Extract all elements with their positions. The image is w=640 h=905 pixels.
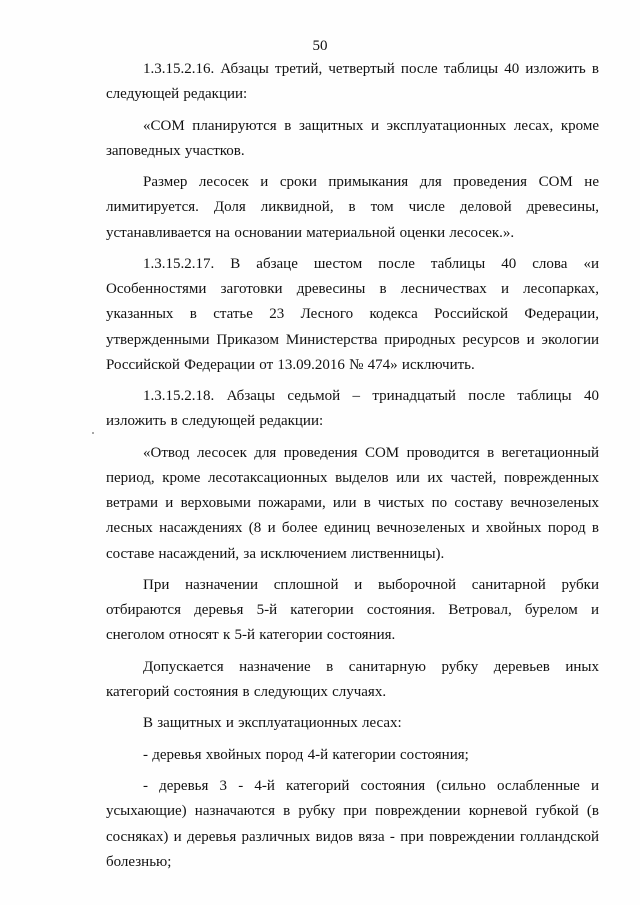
paragraph-1-3-15-2-17: 1.3.15.2.17. В абзаце шестом после таблицы 40 слова «и Особенностями заготовки древесины в лесничествах и лесопарках, указанных в статье 23 Лесного кодекса Российской Федерации, утвержденными Приказом Министерства природных ресурсов и экологии Российской Федерации от 13.09.2016 № 474» исключить.	[106, 255, 599, 373]
document-body	[106, 57, 599, 881]
paragraph-sanitary-felling: При назначении сплошной и выборочной санитарной рубки отбираются деревья 5-й категории состояния. Ветровал, бурелом и снеголом относят к 5-й категории состояния.	[106, 576, 599, 644]
paragraph-other-categories: Допускается назначение в санитарную рубку деревьев иных категорий состояния в следующих случаях.	[106, 658, 599, 700]
paragraph-protective-forests: В защитных и эксплуатационных лесах:	[143, 715, 402, 732]
list-item-conifers: - деревья хвойных пород 4-й категории состояния;	[143, 746, 469, 763]
paragraph-som-planning: «СОМ планируются в защитных и эксплуатационных лесах, кроме заповедных участков.	[106, 117, 599, 159]
paragraph-1-3-15-2-16: 1.3.15.2.16. Абзацы третий, четвертый после таблицы 40 изложить в следующей редакции:	[106, 61, 599, 103]
paragraph-1-3-15-2-18: 1.3.15.2.18. Абзацы седьмой – тринадцатый после таблицы 40 изложить в следующей редакции:	[106, 388, 599, 430]
paragraph-felling-area-size: Размер лесосек и сроки примыкания для проведения СОМ не лимитируется. Доля ликвидной, в том числе деловой древесины, устанавливается на основании материальной оценки лесосек.».	[106, 174, 599, 241]
paragraph-felling-allotment: «Отвод лесосек для проведения СОМ проводится в вегетационный период, кроме лесотаксационных выделов или их частей, поврежденных ветрами и верховыми пожарами, или в чистых по составу вечнозеленых лесных насаждениях (8 и более единиц вечнозеленых и хвойных пород в составе насаждений, за исключением лиственницы).	[106, 444, 599, 562]
list-item-weakened-trees: - деревья 3 - 4-й категорий состояния (сильно ослабленные и усыхающие) назначаются в рубку при повреждении корневой губкой (в сосняках) и деревья различных видов вяза - при повреждении голландской болезнью;	[106, 778, 599, 870]
scan-artifact-dot	[92, 432, 94, 434]
page-number: 50	[312, 38, 328, 54]
